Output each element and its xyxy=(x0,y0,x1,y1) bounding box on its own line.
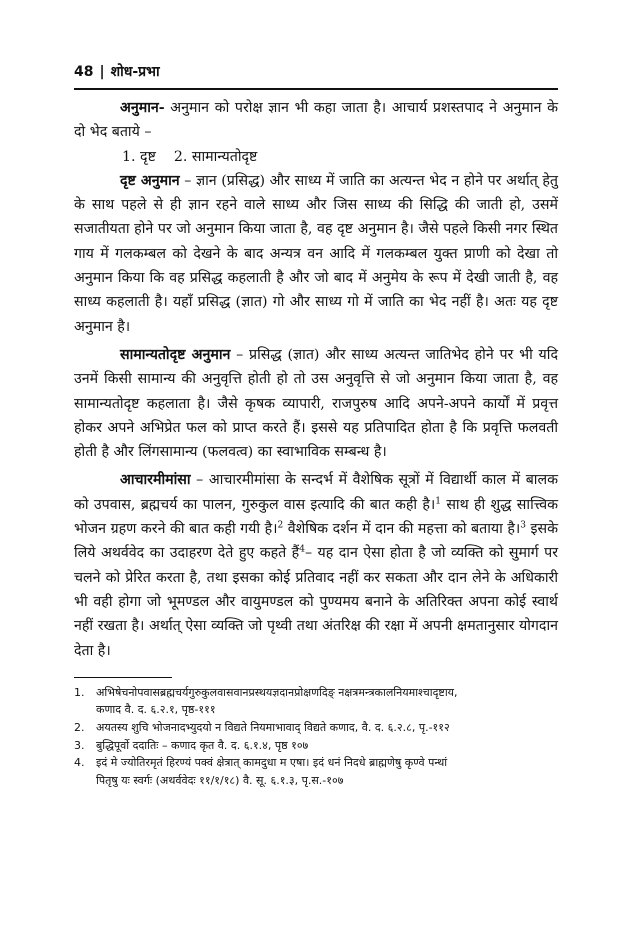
footnote-text xyxy=(96,754,558,789)
footnote-line: इदं मे ज्योतिरमृतं हिरण्यं पक्वं क्षेत्रात् कामदुधा म एषा। इदं धनं निदधे ब्राह्मणेषु कृण्वे पन्थां xyxy=(96,756,448,770)
footnote-item xyxy=(74,754,558,789)
header-separator: | xyxy=(99,64,105,80)
heading-acharamimamsa: आचारमीमांसा xyxy=(120,472,191,489)
heading-samanyatodrishta: सामान्यतोदृष्ट अनुमान xyxy=(120,346,231,363)
heading-anuman: अनुमान- xyxy=(120,100,165,116)
acharamimamsa-text-b: साथ ही शुद्ध सात्त्विक भोजन ग्रहण करने की बात कही गयी है। xyxy=(74,496,559,538)
footnote-item xyxy=(74,737,558,755)
acharamimamsa-text-a: – आचारमीमांसा के सन्दर्भ में वैशेषिक सूत्रों में विद्यार्थी काल में बालक को उपवास, ब्रह्मचर्य का पालन, गुरुकुल वास इत्यादि की बात कही है। xyxy=(74,472,558,513)
acharamimamsa-text-c: वैशेषिक दर्शन में दान की महत्ता को बताया है। xyxy=(283,521,521,538)
footnote-rule xyxy=(74,677,172,678)
anuman-types xyxy=(74,145,558,169)
footnote-line: अभिषेचनोपवासब्रह्मचर्यगुरुकुलवासवानप्रस्थयज्ञदानप्रोक्षणदिङ् नक्षत्रमन्त्रकालनियमाश्चादृष्टाय, xyxy=(96,685,458,699)
header-rule xyxy=(74,88,558,90)
footnote-item xyxy=(74,719,558,737)
page-number: 48 xyxy=(74,64,94,80)
heading-drishta: दृष्ट अनुमान xyxy=(120,172,180,189)
footnote-number: 1. xyxy=(74,685,85,699)
running-header xyxy=(74,62,558,84)
paragraph-anuman-text: अनुमान को परोक्ष ज्ञान भी कहा जाता है। आचार्य प्रशस्तपाद ने अनुमान के दो भेद बताये – xyxy=(74,100,558,141)
footnote-number: 4. xyxy=(74,756,85,770)
footnote-number: 2. xyxy=(74,721,85,735)
paragraph-drishta xyxy=(74,169,558,339)
paragraph-drishta-text: – ज्ञान (प्रसिद्ध) और साध्य में जाति का अत्यन्त भेद न होने पर अर्थात् हेतु के साथ पहले से ही ज्ञान रहने वाले साध्य और जिस साध्य की सिद्धि की जाती हो, उसमें सजातीयता होने पर जो अनुमान किया जाता है, वह दृष्ट अनुमान है। जैसे पहले किसी नगर स्थित गाय में गलकम्बल को देखने के बाद अन्यत्र वन आदि में गलकम्बल युक्त प्राणी को देखा तो अनुमान किया कि वह प्रसिद्ध कहलाती है और जो बाद में अनुमेय के रूप में देखी जाती है, वह साध्य कहलाती है। यहाँ प्रसिद्ध (ज्ञात) गो और साध्य गो में जाति का भेद नहीं है। अतः यह दृष्ट अनुमान है। xyxy=(74,172,558,335)
footnote-line: पितृषु यः स्वर्गः (अथर्ववेदः ११/१/१८) वै. सू. ६.१.३, पृ.स.-१०७ xyxy=(96,773,344,787)
footnote-ref-1[interactable]: 1 xyxy=(435,496,442,507)
acharamimamsa-text-e: – यह दान ऐसा होता है जो व्यक्ति को सुमार्ग पर चलने को प्रेरित करता है, तथा इसका कोई प्रतिवाद नहीं कर सकता और दान लेने के अधिकारी भी वही होगा जो भूमण्डल और वायुमण्डल को पुण्यमय बनाने के अतिरिक्त अपना कोई स्वार्थ नहीं रखता है। अर्थात् ऐसा व्यक्ति जो पृथ्वी तथा अंतरिक्ष की रक्षा में अपनी क्षमतानुसार योगदान देता है। xyxy=(74,545,558,659)
paragraph-anuman xyxy=(74,96,558,145)
journal-title: शोध-प्रभा xyxy=(110,64,160,80)
footnotes xyxy=(74,684,558,790)
footnote-ref-4[interactable]: 4 xyxy=(299,544,305,555)
footnote-text xyxy=(96,684,558,719)
footnote-ref-2[interactable]: 2 xyxy=(277,520,284,531)
footnote-text: बुद्धिपूर्वो ददातिः – कणाद कृत वै. द. ६.१.४, पृष्ठ १०७ xyxy=(96,738,309,752)
document-page xyxy=(74,62,558,789)
footnote-item xyxy=(74,684,558,719)
paragraph-samanyatodrishta-text: – प्रसिद्ध (ज्ञात) और साध्य अत्यन्त जातिभेद होने पर भी यदि उनमें किसी सामान्य की अनुवृत्ति होती हो तो उस अनुवृत्ति से जो अनुमान किया जाता है, वह सामान्यतोदृष्ट कहलाता है। जैसे कृषक व्यापारी, राजपुरुष आदि अपने-अपने कार्यों में प्रवृत्त होकर अपने अभिप्रेत फल को प्राप्त करते हैं। इससे यह प्रतिपादित होता है कि प्रवृत्ति फलवती होती है और लिंगसामान्य (फलवत्व) का स्वाभाविक सम्बन्ध है। xyxy=(74,346,558,461)
paragraph-acharamimamsa xyxy=(74,468,558,662)
footnote-text: अयतस्य शुचि भोजनादभ्युदयो न विद्यते नियमाभावाद् विद्यते कणाद, वै. द. ६.२.८, पृ.-११२ xyxy=(96,721,450,735)
type-drishta: 1. दृष्ट xyxy=(122,148,156,165)
footnote-ref-3[interactable]: 3 xyxy=(520,520,526,531)
acharamimamsa-text-d: इसके लिये अथर्ववेद का उदाहरण देते हुए कहते हैं xyxy=(74,521,558,562)
type-samanyatodrishta: 2. सामान्यतोदृष्ट xyxy=(173,148,258,165)
footnote-line: कणाद वै. द. ६.२.१, पृष्ठ-१११ xyxy=(96,703,216,717)
footnote-number: 3. xyxy=(74,738,85,752)
paragraph-samanyatodrishta xyxy=(74,343,558,464)
